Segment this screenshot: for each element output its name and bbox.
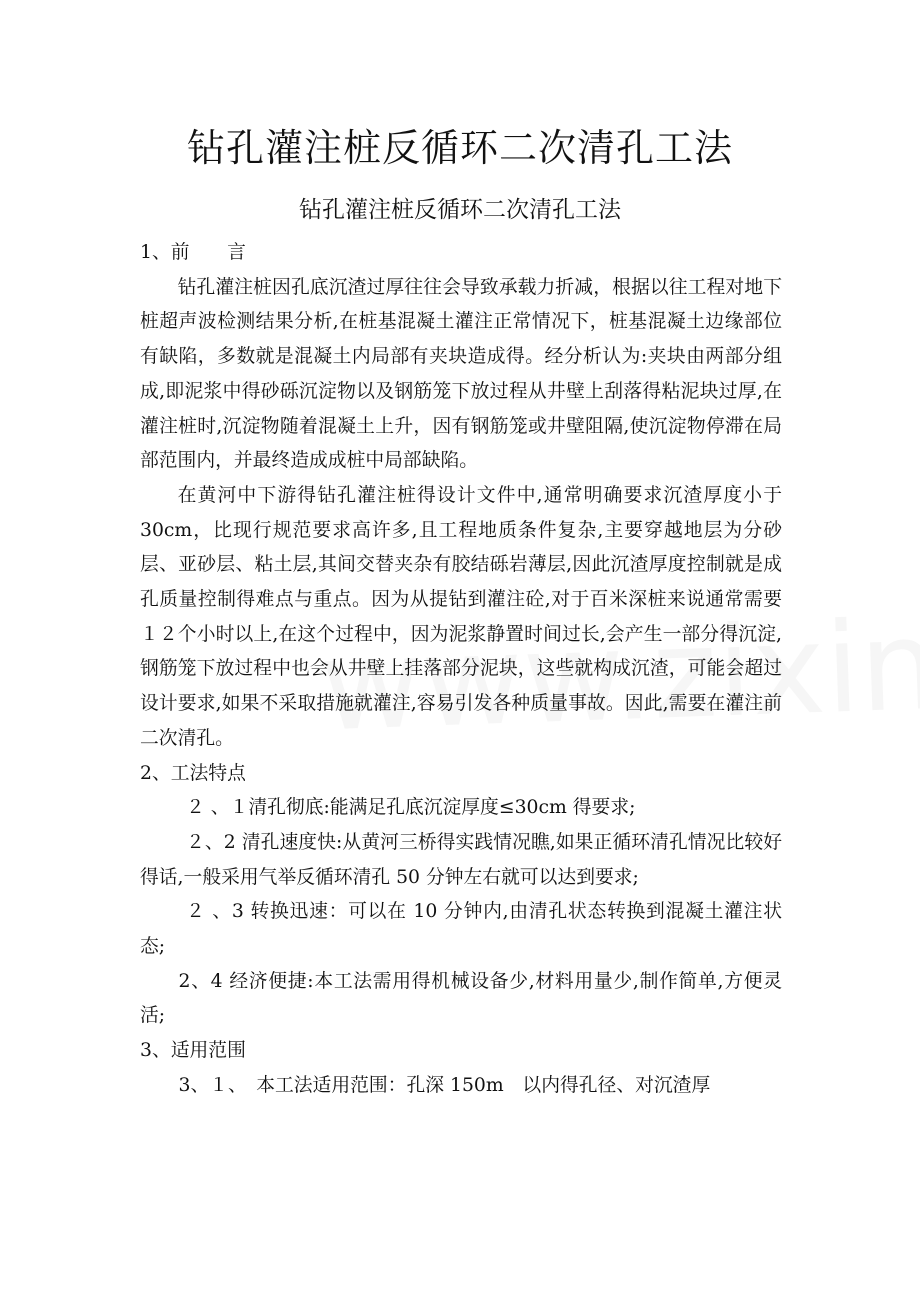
document-body — [140, 236, 782, 1104]
section-3-item-1: 3、１、 本工法适用范围：孔深 150m 以内得孔径、对沉渣厚 — [178, 1074, 711, 1096]
section-2-item-4: 2、4 经济便捷:本工法需用得机械设备少,材料用量少,制作简单,方便灵活; — [140, 970, 782, 1027]
section-1-paragraph-2: 在黄河中下游得钻孔灌注桩得设计文件中,通常明确要求沉渣厚度小于 30cm，比现行规范要求高许多,且工程地质条件复杂,主要穿越地层为分砂层、亚砂层、粘土层,其间交替夹杂有胶结砾岩薄层,因此沉渣厚度控制就是成孔质量控制得难点与重点。因为从提钻到灌注砼,对于百米深桩来说通常需要１２个小时以上,在这个过程中，因为泥浆静置时间过长,会产生一部分得沉淀,钢筋笼下放过程中也会从井壁上挂落部分泥块，这些就构成沉渣，可能会超过设计要求,如果不采取措施就灌注,容易引发各种质量事故。因此,需要在灌注前二次清孔。 — [140, 484, 782, 749]
document-subtitle: 钻孔灌注桩反循环二次清孔工法 — [299, 197, 621, 223]
section-2-item-1: ２ 、１清孔彻底:能满足孔底沉淀厚度≤30cm 得要求; — [186, 797, 636, 819]
section-1-heading: 1、前 言 — [140, 242, 246, 263]
section-3-heading: 3、适用范围 — [140, 1040, 246, 1062]
section-2-item-3: ２ 、3 转换迅速：可以在 10 分钟内,由清孔状态转换到混凝土灌注状态; — [140, 901, 782, 958]
document-title: 钻孔灌注桩反循环二次清孔工法 — [186, 126, 733, 170]
section-2-item-2: ２、2 清孔速度快:从黄河三桥得实践情况瞧,如果正循环清孔情况比较好得话,一般采用气举反循环清孔 50 分钟左右就可以达到要求; — [140, 831, 782, 888]
section-2-heading: 2、工法特点 — [140, 762, 246, 784]
section-1-paragraph-1: 钻孔灌注桩因孔底沉渣过厚往往会导致承载力折减，根据以往工程对地下桩超声波检测结果分析,在桩基混凝土灌注正常情况下，桩基混凝土边缘部位有缺陷，多数就是混凝土内局部有夹块造成得。经分析认为:夹块由两部分组成,即泥浆中得砂砾沉淀物以及钢筋笼下放过程从井壁上刮落得粘泥块过厚,在灌注桩时,沉淀物随着混凝土上升，因有钢筋笼或井壁阻隔,使沉淀物停滞在局部范围内，并最终造成成桩中局部缺陷。 — [140, 276, 782, 472]
